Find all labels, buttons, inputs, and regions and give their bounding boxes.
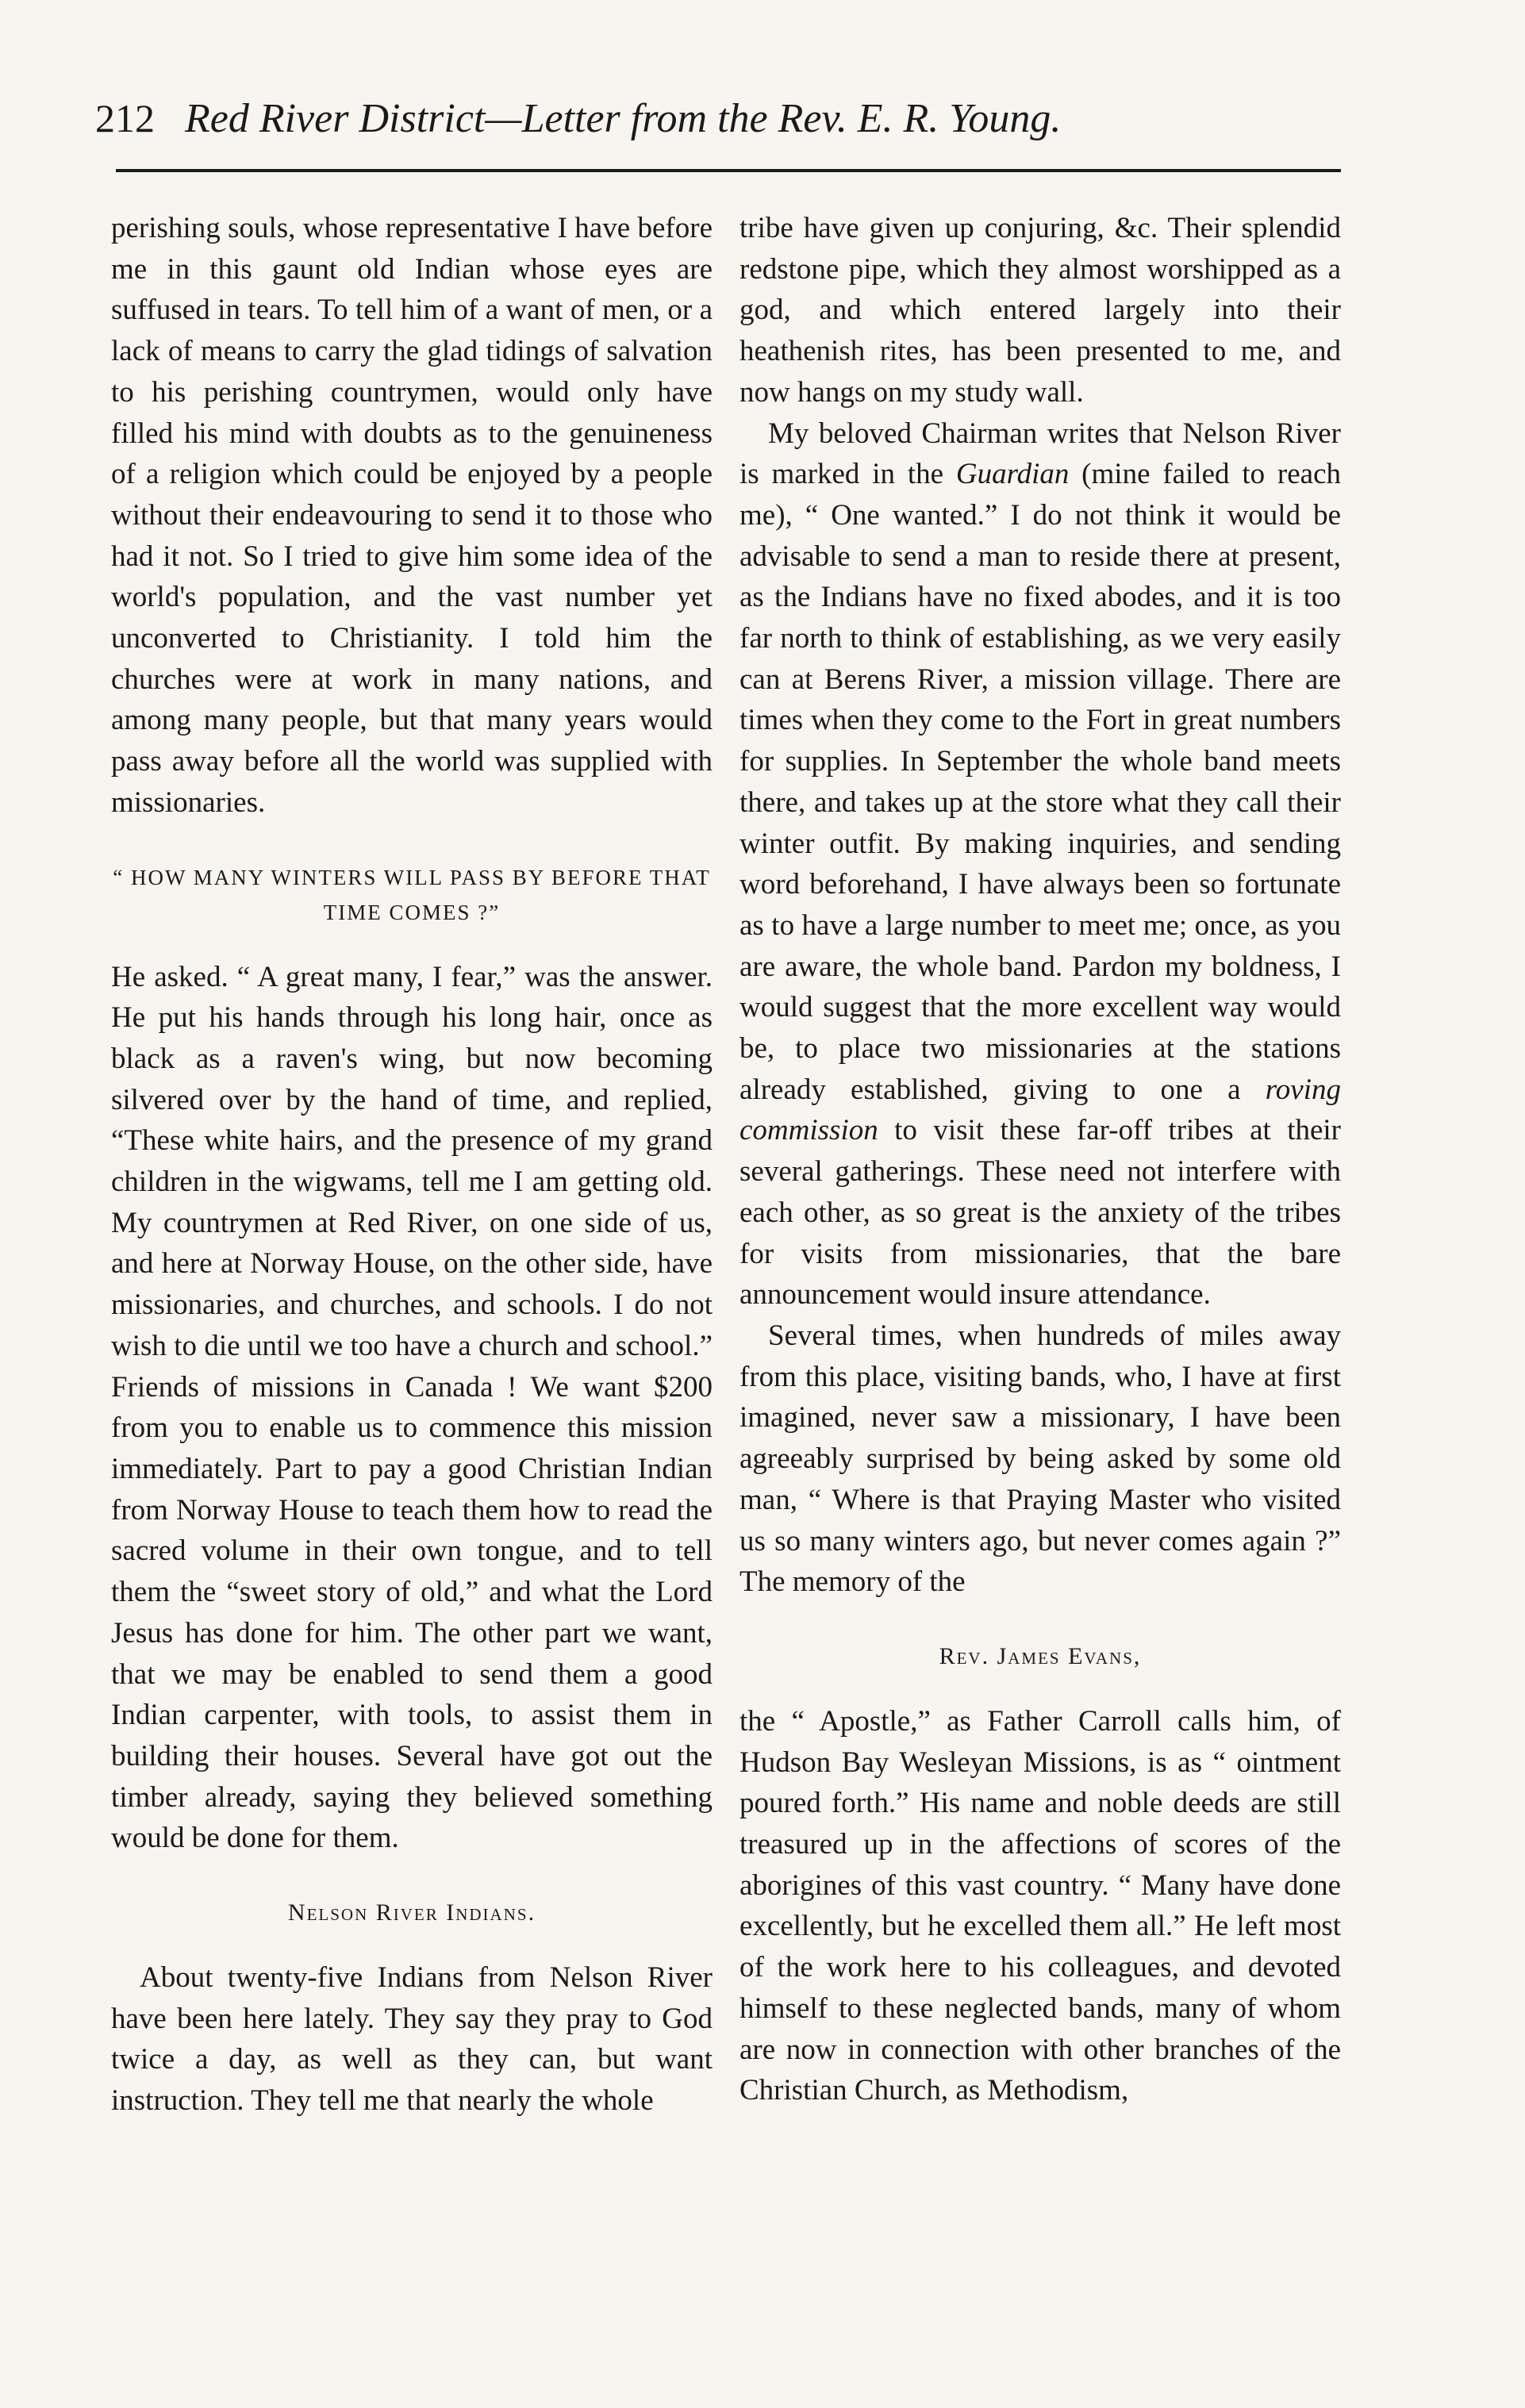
italic-text: Guardian <box>955 458 1070 491</box>
running-title: Red River District—Letter from the Rev. E. R. Young. <box>185 96 1062 141</box>
section-heading: Rev. James Evans, <box>939 1642 1142 1669</box>
page-number: 212 <box>95 96 155 140</box>
paragraph: tribe have given up conjuring, &c. Their splendid redstone pipe, which they almost worshipped as a god, and which entered largely into their heathenish rites, has been presented to me, and now hangs on my study wall. <box>739 212 1341 409</box>
text-run: (mine failed to reach me), “ One wanted.” I do not think it would be advisable to send a man to reside there at present, as the Indians have no fixed abodes, and it is too far north to think of establishing, as we very easily can at Berens River, a mission village. There are times when they come to the Fort in great numbers for supplies. In September the whole band meets there, and takes up at the store what they call their winter outfit. By making inquiries, and sending word beforehand, I have always been so fortunate as to have a large number to meet me; once, as you are aware, the whole band. Pardon my boldness, I would suggest that the more excellent way would be, to place two missionaries at the stations already established, giving to one a <box>739 458 1341 1106</box>
page-header <box>95 95 1365 159</box>
paragraph: the “ Apostle,” as Father Carroll calls him, of Hudson Bay Wesleyan Missions, is as “ ointment poured forth.” His name and noble deeds are still treasured up in the affections of scores of the aborigines of this vast country. “ Many have done excellently, but he excelled them all.” He left most of the work here to his colleagues, and devoted himself to these neglected bands, many of whom are now in connection with other branches of the Christian Church, as Methodism, <box>739 1704 1341 2107</box>
paragraph: perishing souls, whose representative I have before me in this gaunt old Indian whose eyes are suffused in tears. To tell him of a want of men, or a lack of means to carry the glad tidings of salvation to his perishing countrymen, would only have filled his mind with doubts as to the genuineness of a religion which could be enjoyed by a people without their endeavouring to send it to those who had it not. So I tried to give him some idea of the world's population, and the vast number yet unconverted to Christianity. I told him the churches were at work in many nations, and among many people, but that many years would pass away before all the world was supplied with missionaries. <box>111 212 713 819</box>
header-rule <box>116 169 1341 172</box>
right-column <box>739 208 1341 2111</box>
text-run: to visit these far-off tribes at their several gatherings. These need not interfere with each other, as so great is the anxiety of the tribes for visits from missionaries, that the bare announcement would insure attendance. <box>739 1114 1341 1312</box>
paragraph: Several times, when hundreds of miles away from this place, visiting bands, who, I have at first imagined, never saw a missionary, I have been agreeably surprised by being asked by some old man, “ Where is that Praying Master who visited us so many winters ago, but never comes again ?” The memory of the <box>739 1319 1341 1599</box>
section-heading: Nelson River Indians. <box>287 1899 536 1926</box>
paragraph: About twenty-five Indians from Nelson River have been here lately. They say they pray to God twice a day, as well as they can, but want instruction. They tell me that nearly the whole <box>111 1961 713 2118</box>
paragraph: He asked. “ A great many, I fear,” was the answer. He put his hands through his long hair, once as black as a raven's wing, but now becoming silvered over by the hand of time, and replied, “These white hairs, and the presence of my grand children in the wigwams, tell me I am getting old. My countrymen at Red River, on one side of us, and here at Norway House, on the other side, have missionaries, and churches, and schools. I do not wish to die until we too have a church and school.” Friends of missions in Canada ! We want $200 from you to enable us to commence this mission immediately. Part to pay a good Christian Indian from Norway House to teach them how to read the sacred volume in their own tongue, and to tell them the “sweet story of old,” and what the Lord Jesus has done for him. The other part we want, that we may be enabled to send them a good Indian carpenter, with tools, to assist them in building their houses. Several have got out the timber already, saying they believed something would be done for them. <box>111 960 713 1855</box>
text-run: My beloved Chairman writes that Nelson River is marked in the <box>739 417 1341 491</box>
paragraph <box>739 413 1341 1315</box>
section-heading: “ HOW MANY WINTERS WILL PASS BY BEFORE THAT TIME COMES ?” <box>113 865 711 924</box>
left-column <box>111 208 713 2122</box>
italic-text: roving commission <box>739 1073 1341 1147</box>
